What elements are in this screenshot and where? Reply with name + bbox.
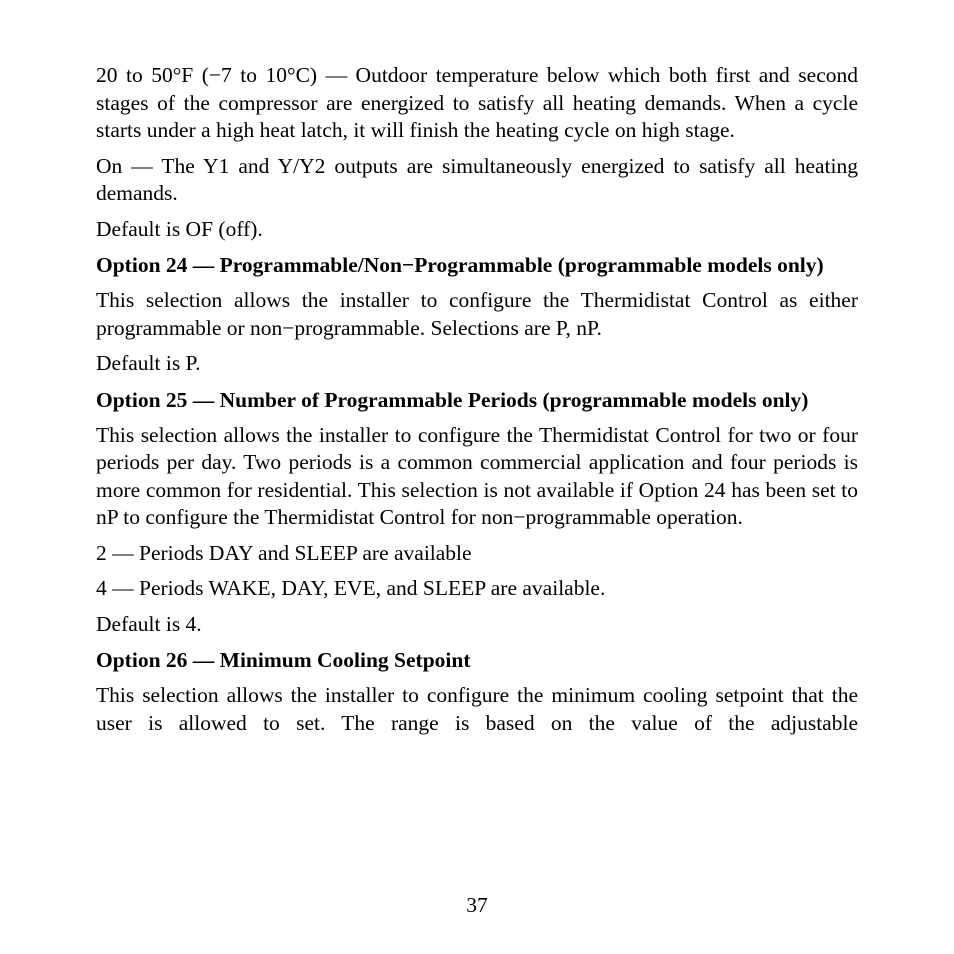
paragraph-option25-description: This selection allows the installer to configure the Thermidistat Control for two or four periods per day. Two periods is a common commercial application and four periods is more common for residential. This selection is not available if Option 24 has been set to nP to configure the Thermidistat Control for non−programmable operation.	[96, 422, 858, 529]
paragraph-option25-four-periods: 4 — Periods WAKE, DAY, EVE, and SLEEP are available.	[96, 576, 606, 600]
heading-option-26: Option 26 — Minimum Cooling Setpoint	[96, 648, 471, 672]
paragraph-option23-default: Default is OF (off).	[96, 216, 263, 241]
page-number: 37	[466, 893, 488, 917]
paragraph-option23-range: 20 to 50°F (−7 to 10°C) — Outdoor temperature below which both first and second stages of the compressor are energized to satisfy all heating demands. When a cycle starts under a high heat latch, it will finish the heating cycle on high stage.	[96, 63, 858, 142]
heading-option-25: Option 25 — Number of Programmable Periods (programmable models only)	[96, 387, 809, 412]
page-body	[96, 62, 858, 745]
paragraph-option26-description: This selection allows the installer to configure the minimum cooling setpoint that the user is allowed to set. The range is based on the value of the adjustable	[96, 683, 858, 735]
paragraph-option24-description: This selection allows the installer to configure the Thermidistat Control as either programmable or non−programmable. Selections are P, nP.	[96, 288, 858, 340]
paragraph-option24-default: Default is P.	[96, 351, 201, 375]
heading-option-24: Option 24 — Programmable/Non−Programmable (programmable models only)	[96, 253, 824, 277]
paragraph-option25-default: Default is 4.	[96, 611, 202, 636]
paragraph-option23-on: On — The Y1 and Y/Y2 outputs are simultaneously energized to satisfy all heating demands.	[96, 153, 858, 205]
paragraph-option25-two-periods: 2 — Periods DAY and SLEEP are available	[96, 540, 472, 565]
